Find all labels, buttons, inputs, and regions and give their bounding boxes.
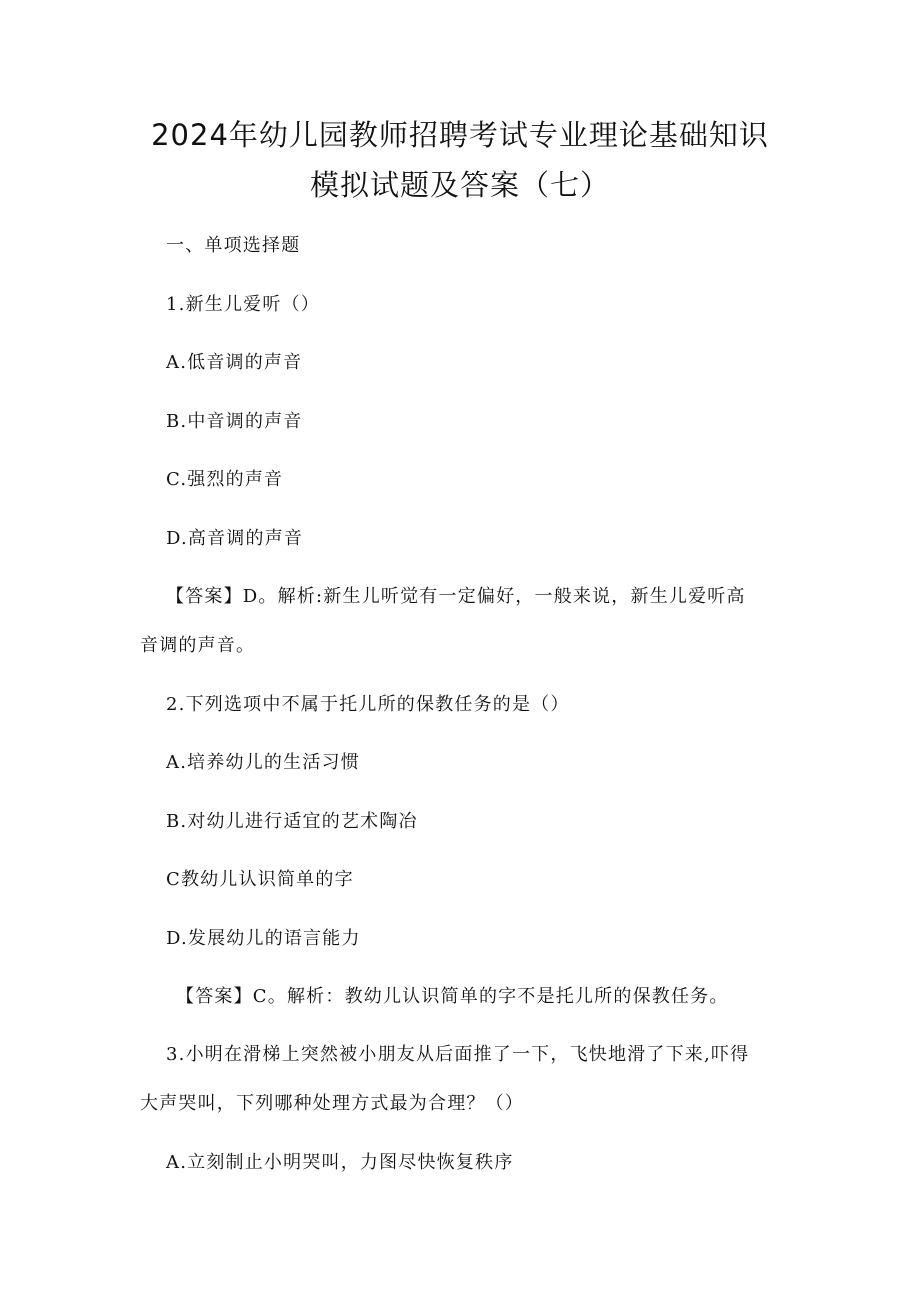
- question-2-stem: 2.下列选项中不属于托儿所的保教任务的是（）: [166, 694, 570, 715]
- question-1-answer-line-1: 【答案】D。解析:新生儿听觉有一定偏好，一般来说，新生儿爱听高: [166, 586, 746, 607]
- question-3-stem-line-2: 大声哭叫，下列哪种处理方式最为合理？（）: [140, 1093, 524, 1114]
- question-1-option-a: A.低音调的声音: [166, 352, 303, 373]
- question-3-option-a: A.立刻制止小明哭叫，力图尽快恢复秩序: [166, 1152, 514, 1173]
- question-2-answer: 【答案】C。解析：教幼儿认识简单的字不是托儿所的保教任务。: [176, 986, 729, 1007]
- question-2-option-a: A.培养幼儿的生活习惯: [166, 752, 360, 773]
- question-2-option-c: C教幼儿认识简单的字: [166, 869, 354, 890]
- document-title-line-2: 模拟试题及答案（七）: [309, 168, 610, 202]
- document-title-line-1: 2024年幼儿园教师招聘考试专业理论基础知识: [151, 118, 769, 152]
- question-1-option-b: B.中音调的声音: [166, 411, 303, 432]
- question-1-option-d: D.高音调的声音: [166, 528, 304, 549]
- question-1-answer-line-2: 音调的声音。: [140, 635, 256, 656]
- question-2-option-b: B.对幼儿进行适宜的艺术陶冶: [166, 811, 418, 832]
- question-3-stem-line-1: 3.小明在滑梯上突然被小朋友从后面推了一下，飞快地滑了下来,吓得: [166, 1044, 750, 1065]
- section-heading: 一、单项选择题: [166, 235, 301, 256]
- question-1-stem: 1.新生儿爱听（）: [166, 294, 320, 315]
- question-2-option-d: D.发展幼儿的语言能力: [166, 928, 361, 949]
- question-1-option-c: C.强烈的声音: [166, 469, 284, 490]
